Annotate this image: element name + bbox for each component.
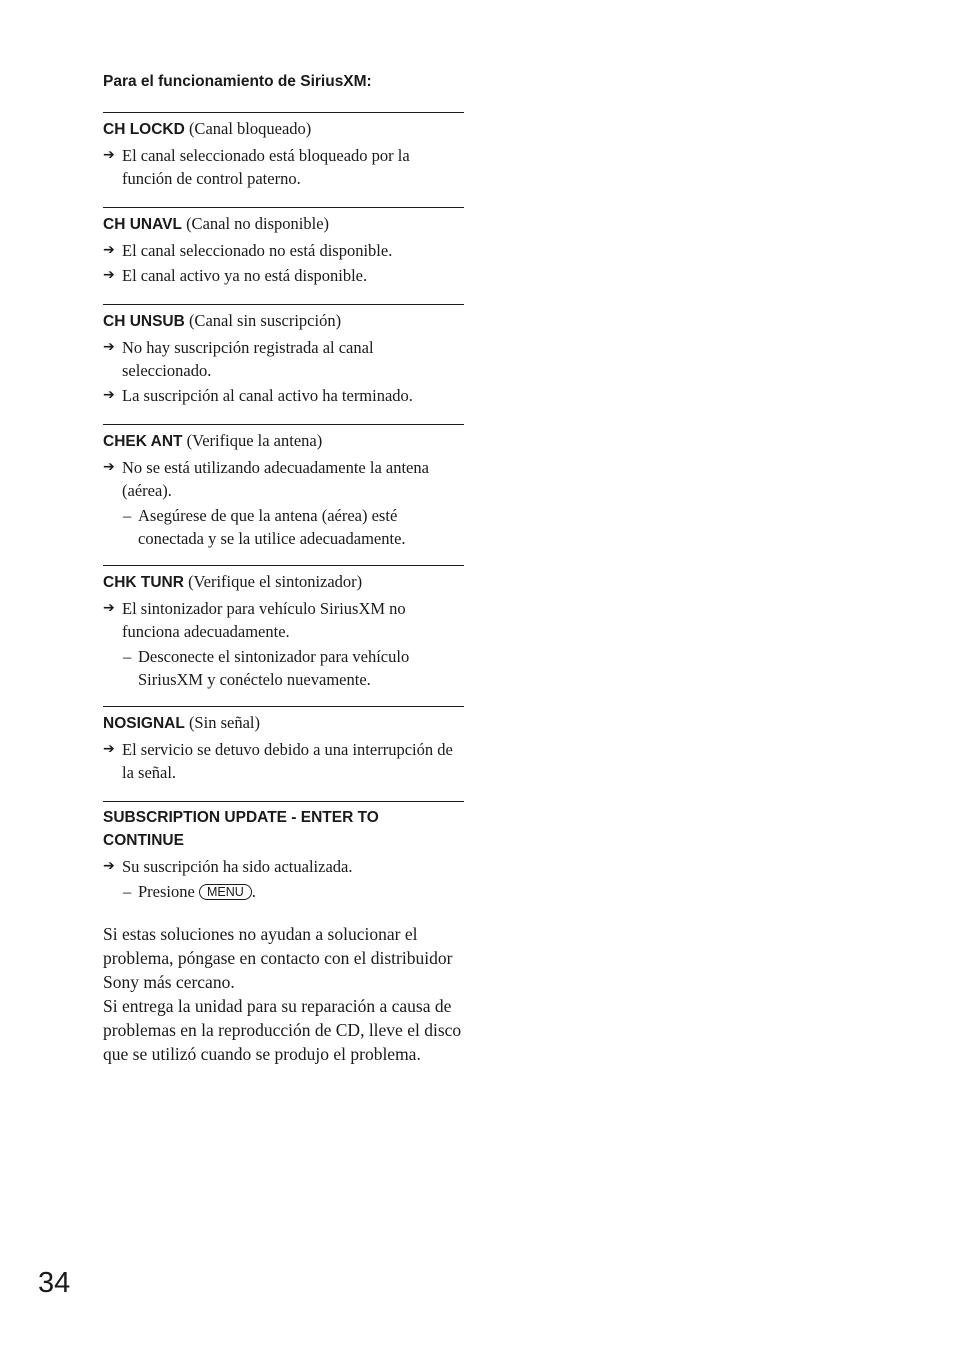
closing-notes	[103, 922, 464, 1066]
cause-item	[103, 336, 464, 382]
message-entry-ch-unavl	[103, 207, 464, 304]
cause-text: No se está utilizando adecuadamente la antena (aérea).	[122, 458, 429, 500]
arrow-right-icon: ➔	[103, 741, 115, 757]
message-entry-ch-unsub	[103, 304, 464, 424]
arrow-right-icon: ➔	[103, 339, 115, 355]
message-title	[103, 429, 464, 453]
cause-text: El servicio se detuvo debido a una interrupción de la señal.	[122, 740, 453, 782]
message-entry-chk-tunr	[103, 565, 464, 706]
message-code: SUBSCRIPTION UPDATE - ENTER TO CONTINUE	[103, 809, 379, 849]
message-entry-ch-lockd	[103, 112, 464, 207]
arrow-right-icon: ➔	[103, 459, 115, 475]
arrow-right-icon: ➔	[103, 147, 115, 163]
cause-text: Su suscripción ha sido actualizada.	[122, 857, 353, 876]
cause-item	[103, 239, 464, 262]
dash-bullet: –	[123, 506, 132, 525]
dash-bullet: –	[123, 647, 132, 666]
message-description: (Verifique la antena)	[186, 431, 323, 450]
message-list	[103, 112, 464, 1066]
message-title	[103, 711, 464, 735]
message-title	[103, 212, 464, 236]
message-code: CH UNAVL	[103, 216, 182, 233]
message-code: CHK TUNR	[103, 574, 184, 591]
message-description: (Canal bloqueado)	[188, 119, 312, 138]
message-title	[103, 309, 464, 333]
message-code: NOSIGNAL	[103, 715, 185, 732]
cause-text: El canal seleccionado no está disponible.	[122, 241, 393, 260]
message-entry-subscription-update	[103, 801, 464, 903]
message-title	[103, 117, 464, 141]
arrow-right-icon: ➔	[103, 387, 115, 403]
cause-item	[103, 738, 464, 784]
cause-item	[103, 264, 464, 287]
remedy-item	[103, 645, 464, 691]
remedy-suffix: .	[251, 882, 256, 901]
message-description: (Canal no disponible)	[186, 214, 330, 233]
cause-item	[103, 597, 464, 643]
message-code: CHEK ANT	[103, 433, 183, 450]
message-description: (Canal sin suscripción)	[188, 311, 342, 330]
remedy-item	[103, 504, 464, 550]
arrow-right-icon: ➔	[103, 600, 115, 616]
message-entry-nosignal	[103, 706, 464, 801]
arrow-right-icon: ➔	[103, 858, 115, 874]
page-number: 34	[38, 1267, 71, 1299]
message-code: CH UNSUB	[103, 313, 185, 330]
remedy-text: Desconecte el sintonizador para vehículo SiriusXM y conéctelo nuevamente.	[138, 647, 410, 689]
cause-item	[103, 384, 464, 407]
closing-paragraph: Si estas soluciones no ayudan a solucionar el problema, póngase en contacto con el distribuidor Sony más cercano.	[103, 924, 453, 992]
message-description: (Verifique el sintonizador)	[188, 572, 363, 591]
cause-item	[103, 456, 464, 502]
dash-bullet: –	[123, 882, 132, 901]
cause-text: La suscripción al canal activo ha terminado.	[122, 386, 413, 405]
cause-item	[103, 855, 464, 878]
remedy-item	[103, 880, 464, 903]
message-entry-chek-ant	[103, 424, 464, 565]
message-description: (Sin señal)	[188, 713, 260, 732]
message-code: CH LOCKD	[103, 121, 185, 138]
message-title	[103, 570, 464, 594]
cause-text: El canal activo ya no está disponible.	[122, 266, 368, 285]
menu-key-icon: MENU	[199, 884, 252, 900]
cause-item	[103, 144, 464, 190]
cause-text: El sintonizador para vehículo SiriusXM no funciona adecuadamente.	[122, 599, 406, 641]
arrow-right-icon: ➔	[103, 267, 115, 283]
closing-paragraph: Si entrega la unidad para su reparación a causa de problemas en la reproducción de CD, lleve el disco que se utilizó cuando se produjo el problema.	[103, 996, 462, 1064]
section-heading: Para el funcionamiento de SiriusXM:	[103, 73, 372, 90]
arrow-right-icon: ➔	[103, 242, 115, 258]
remedy-text: Asegúrese de que la antena (aérea) esté conectada y se la utilice adecuadamente.	[138, 506, 406, 548]
remedy-prefix: Presione	[138, 882, 195, 901]
cause-text: El canal seleccionado está bloqueado por la función de control paterno.	[122, 146, 410, 188]
cause-text: No hay suscripción registrada al canal seleccionado.	[122, 338, 374, 380]
